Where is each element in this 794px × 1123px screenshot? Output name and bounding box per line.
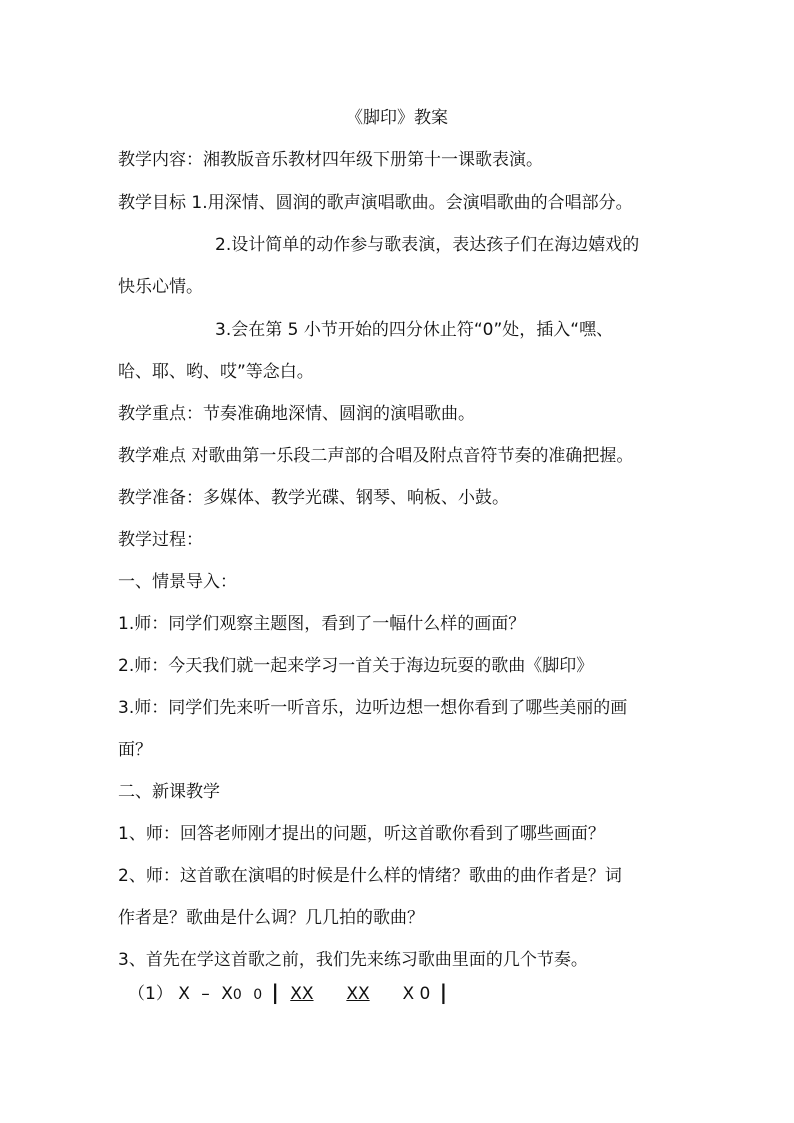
section-1-item-2: 2.师：今天我们就一起来学习一首关于海边玩耍的歌曲《脚印》: [118, 656, 594, 676]
section-1-item-3-cont: 面？: [118, 740, 152, 760]
section-2-item-1: 1、师：回答老师刚才提出的问题，听这首歌你看到了哪些画面？: [118, 824, 605, 844]
teaching-preparation: 教学准备：多媒体、教学光碟、钢琴、响板、小鼓。: [118, 488, 509, 508]
section-2-item-2: 2、师：这首歌在演唱的时候是什么样的情绪？歌曲的曲作者是？词: [118, 866, 622, 886]
rhythm-note-rest: X 0: [402, 984, 431, 1004]
teaching-goal-2-cont: 快乐心情。: [118, 277, 203, 297]
section-1-item-1: 1.师：同学们观察主题图，看到了一幅什么样的画面？: [118, 614, 526, 634]
teaching-difficulty: 教学难点 对歌曲第一乐段二声部的合唱及附点音符节奏的准确把握。: [118, 446, 634, 466]
section-2-item-2-cont: 作者是？歌曲是什么调？几几拍的歌曲？: [118, 908, 424, 928]
teaching-goal-2: 2.设计简单的动作参与歌表演，表达孩子们在海边嬉戏的: [215, 235, 640, 255]
document-title: 《脚印》教案: [346, 108, 448, 128]
rhythm-dotted-note: X0: [221, 984, 242, 1004]
section-2-item-3: 3、首先在学这首歌之前，我们先来练习歌曲里面的几个节奏。: [118, 950, 588, 970]
rhythm-dash: –: [201, 984, 210, 1004]
section-1-item-3: 3.师：同学们先来听一听音乐，边听边想一想你看到了哪些美丽的画: [118, 698, 628, 718]
rhythm-barline: |: [271, 980, 279, 1004]
rhythm-exercise-1: [128, 978, 453, 1009]
teaching-content: 教学内容：湘教版音乐教材四年级下册第十一课歌表演。: [118, 150, 543, 170]
rhythm-rest: 0: [253, 987, 263, 1003]
section-2-heading: 二、新课教学: [118, 782, 220, 802]
teaching-goal-1: 教学目标 1.用深情、圆润的歌声演唱歌曲。会演唱歌曲的合唱部分。: [118, 193, 633, 213]
rhythm-note-x: X: [178, 984, 190, 1004]
teaching-key-point: 教学重点：节奏准确地深情、圆润的演唱歌曲。: [118, 404, 475, 424]
teaching-goal-3: 3.会在第 5 小节开始的四分休止符“0”处，插入“嘿、: [215, 320, 614, 340]
rhythm-label: （1）: [128, 984, 173, 1004]
rhythm-eighth-pair-2: XX: [346, 984, 370, 1004]
rhythm-eighth-pair-1: XX: [290, 984, 314, 1004]
teaching-process-heading: 教学过程：: [118, 530, 203, 550]
section-1-heading: 一、情景导入：: [118, 572, 237, 592]
rhythm-barline-end: |: [439, 980, 448, 1004]
teaching-goal-3-cont: 哈、耶、哟、哎”等念白。: [118, 362, 314, 382]
